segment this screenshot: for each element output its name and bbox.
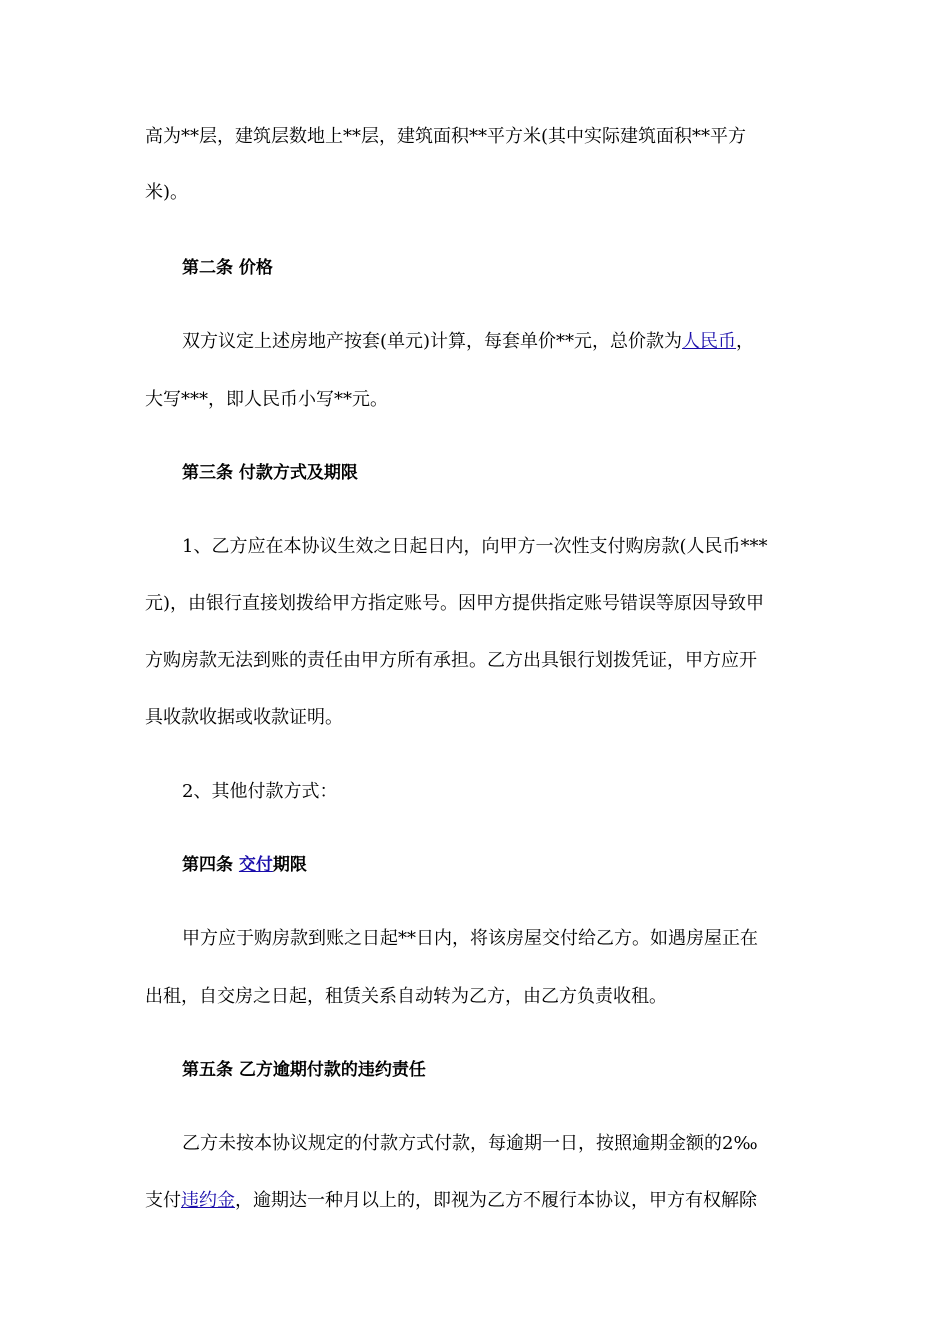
delivery-link[interactable]: 交付	[238, 855, 273, 875]
paragraph-line: 元)，由银行直接划拨给甲方指定账号。因甲方提供指定账号错误等原因导致甲	[145, 593, 765, 614]
paragraph-line: 出租，自交房之日起，租赁关系自动转为乙方，由乙方负责收租。	[145, 986, 667, 1007]
paragraph-line: 具收款收据或收款证明。	[145, 707, 343, 728]
article-5-heading: 第五条 乙方逾期付款的违约责任	[182, 1060, 426, 1080]
paragraph-line: 高为**层，建筑层数地上**层，建筑面积**平方米(其中实际建筑面积**平方	[145, 126, 747, 147]
paragraph-line: 1、乙方应在本协议生效之日起日内，向甲方一次性支付购房款(人民币***	[182, 536, 768, 557]
paragraph-line: 方购房款无法到账的责任由甲方所有承担。乙方出具银行划拨凭证，甲方应开	[145, 650, 757, 671]
text-span: 支付	[145, 1190, 181, 1211]
paragraph-line: 米)。	[145, 182, 189, 203]
paragraph-line: 甲方应于购房款到账之日起**日内，将该房屋交付给乙方。如遇房屋正在	[182, 928, 758, 949]
article-3-heading: 第三条 付款方式及期限	[182, 463, 358, 483]
paragraph-line: 乙方未按本协议规定的付款方式付款，每逾期一日，按照逾期金额的2‰	[182, 1133, 758, 1154]
paragraph-line	[182, 330, 754, 354]
article-2-heading: 第二条 价格	[182, 258, 273, 278]
penalty-link[interactable]: 违约金	[181, 1190, 235, 1211]
rmb-link[interactable]: 人民币	[682, 331, 737, 352]
text-span: 期限	[272, 855, 307, 875]
text-span: ，逾期达一种月以上的，即视为乙方不履行本协议，甲方有权解除	[235, 1190, 757, 1211]
paragraph-line: 大写***，即人民币小写**元。	[145, 389, 388, 410]
paragraph-line: 2、其他付款方式：	[182, 781, 338, 802]
text-span: ，	[736, 331, 755, 352]
text-span: 双方议定上述房地产按套(单元)计算，每套单价**元，总价款为	[182, 331, 683, 352]
paragraph-line	[145, 1189, 757, 1213]
text-span: 第四条	[182, 855, 239, 875]
article-4-heading	[182, 853, 307, 877]
